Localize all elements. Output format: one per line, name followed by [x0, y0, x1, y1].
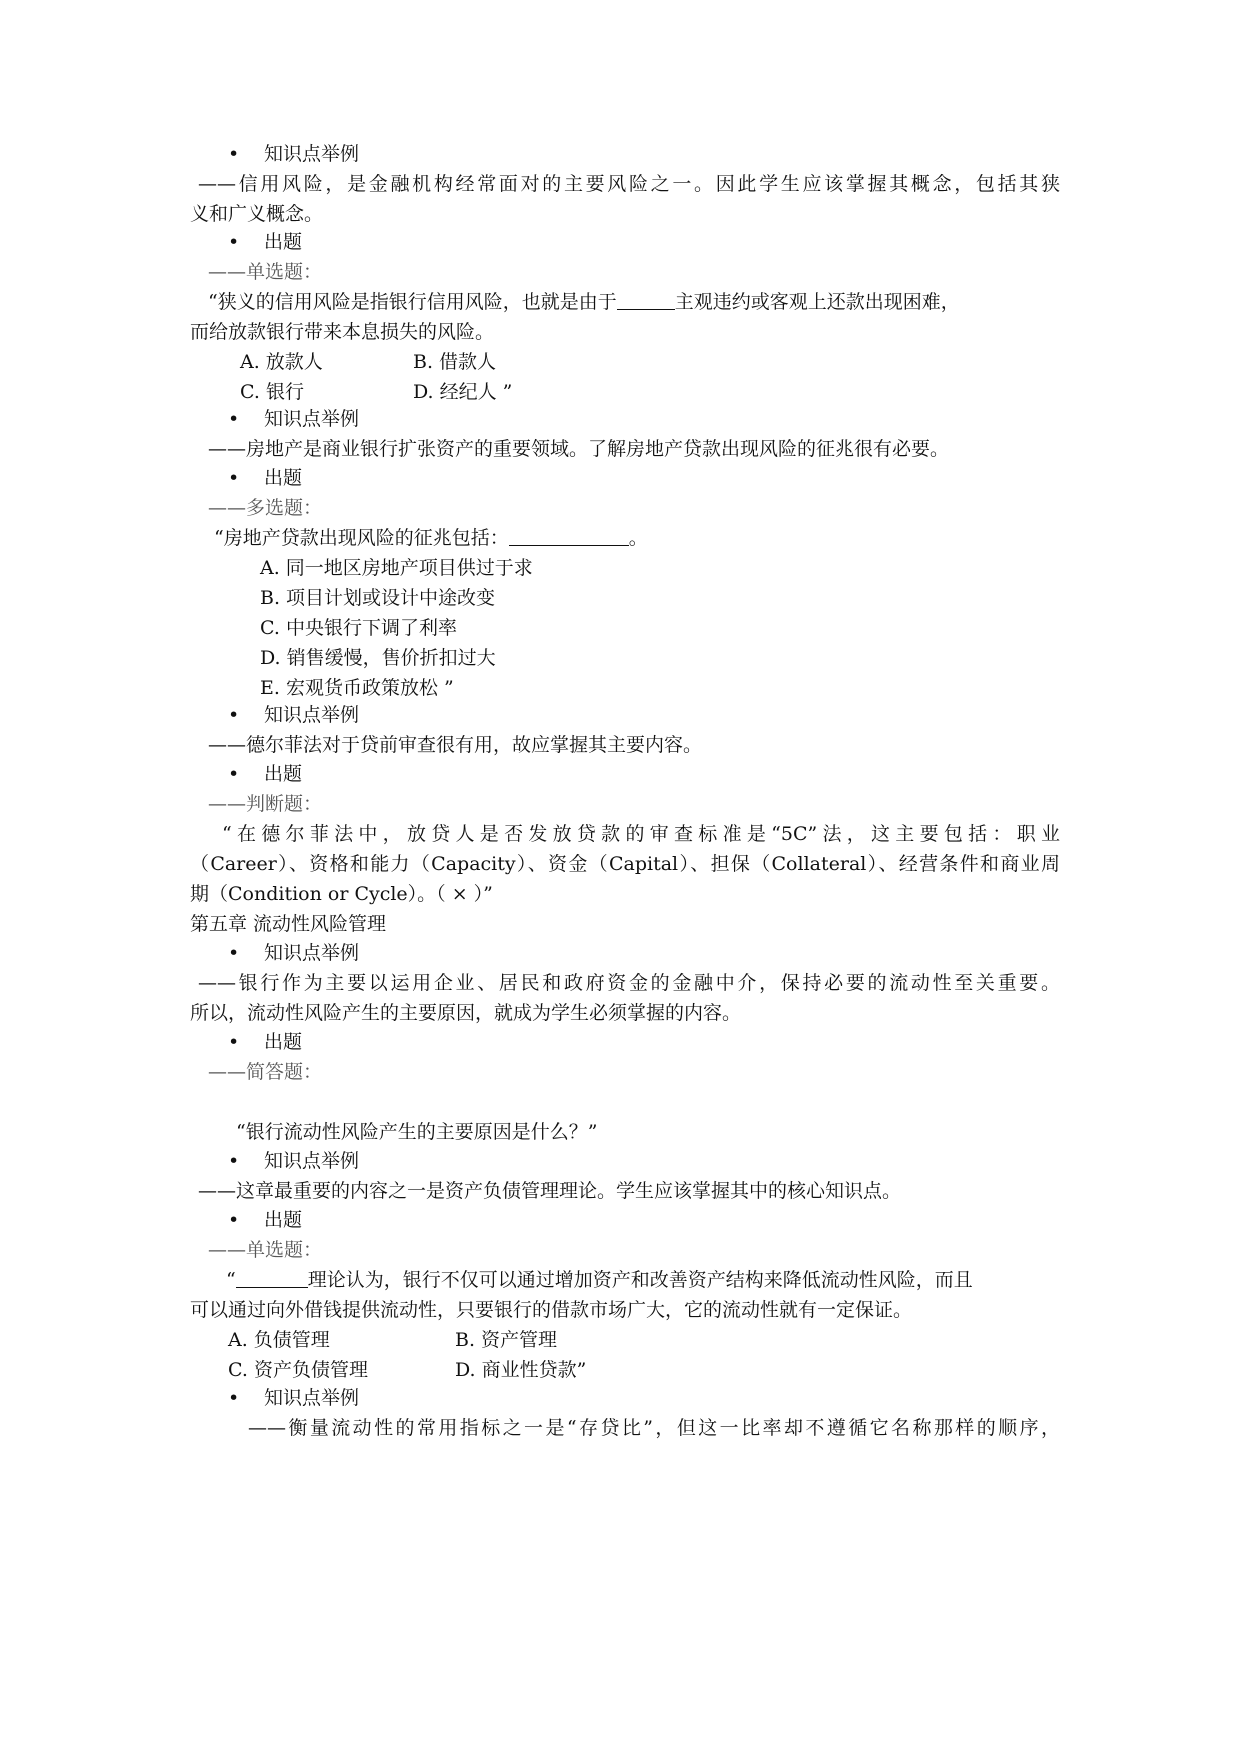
- bullet-icon: •: [228, 1387, 240, 1409]
- chapter-title: 第五章 流动性风险管理: [190, 913, 387, 935]
- answer-blank: [509, 525, 629, 546]
- section-heading: 知识点举例: [264, 1387, 360, 1409]
- option-d: D. 经纪人 ”: [413, 381, 513, 403]
- section-heading: 知识点举例: [264, 408, 360, 430]
- section-heading: 出题: [264, 467, 303, 489]
- section-heading: 知识点举例: [264, 1150, 360, 1172]
- paragraph-line: ——衡量流动性的常用指标之一是“存贷比”，但这一比率却不遵循它名称那样的顺序，: [248, 1417, 1060, 1439]
- question-text: 主观违约或客观上还款出现困难，: [674, 291, 960, 313]
- option-b: B. 资产管理: [455, 1329, 558, 1351]
- option-c: C. 银行: [240, 381, 304, 403]
- answer-blank: [617, 289, 675, 310]
- question-text: “: [226, 1269, 236, 1291]
- option-e: E. 宏观货币政策放松 ”: [260, 677, 454, 699]
- question-text: 。: [628, 527, 648, 549]
- section-heading: 出题: [264, 763, 303, 785]
- bullet-icon: •: [228, 467, 240, 489]
- question-line: “银行流动性风险产生的主要原因是什么？”: [236, 1121, 598, 1143]
- section-heading: 出题: [264, 1209, 303, 1231]
- bullet-icon: •: [228, 704, 240, 726]
- paragraph-line: ——房地产是商业银行扩张资产的重要领域。了解房地产贷款出现风险的征兆很有必要。: [208, 438, 950, 460]
- paragraph-line: ——银行作为主要以运用企业、居民和政府资金的金融中介，保持必要的流动性至关重要。: [198, 972, 1060, 994]
- bullet-icon: •: [228, 1150, 240, 1172]
- bullet-icon: •: [228, 763, 240, 785]
- question-type: ——单选题：: [208, 261, 323, 283]
- option-a: A. 放款人: [240, 351, 323, 373]
- question-type: ——判断题：: [208, 793, 323, 815]
- question-line: 可以通过向外借钱提供流动性，只要银行的借款市场广大，它的流动性就有一定保证。: [190, 1299, 913, 1321]
- question-line: [208, 286, 1078, 318]
- question-text: “房地产贷款出现风险的征兆包括：: [214, 527, 509, 549]
- section-heading: 知识点举例: [264, 942, 360, 964]
- question-type: ——多选题：: [208, 497, 323, 519]
- option-d: D. 销售缓慢，售价折扣过大: [260, 647, 496, 669]
- option-b: B. 借款人: [413, 351, 497, 373]
- question-line: [214, 522, 1084, 554]
- option-c: C. 中央银行下调了利率: [260, 617, 457, 639]
- option-b: B. 项目计划或设计中途改变: [260, 587, 496, 609]
- bullet-icon: •: [228, 1031, 240, 1053]
- option-c: C. 资产负债管理: [228, 1359, 368, 1381]
- answer-blank: [236, 1267, 308, 1288]
- paragraph-line: 义和广义概念。: [190, 203, 324, 225]
- question-text: “狭义的信用风险是指银行信用风险，也就是由于: [208, 291, 617, 313]
- option-a: A. 同一地区房地产项目供过于求: [260, 557, 533, 579]
- question-line: 而给放款银行带来本息损失的风险。: [190, 321, 495, 343]
- section-heading: 知识点举例: [264, 704, 360, 726]
- bullet-icon: •: [228, 143, 240, 165]
- paragraph-line: 所以，流动性风险产生的主要原因，就成为学生必须掌握的内容。: [190, 1002, 742, 1024]
- bullet-icon: •: [228, 231, 240, 253]
- question-type: ——单选题：: [208, 1239, 323, 1261]
- bullet-icon: •: [228, 942, 240, 964]
- paragraph-line: ——这章最重要的内容之一是资产负债管理理论。学生应该掌握其中的核心知识点。: [198, 1180, 902, 1202]
- section-heading: 出题: [264, 231, 303, 253]
- option-a: A. 负债管理: [228, 1329, 330, 1351]
- paragraph-line: ——德尔菲法对于贷前审查很有用，故应掌握其主要内容。: [208, 734, 703, 756]
- question-line: “在德尔菲法中，放贷人是否发放贷款的审查标准是“5C”法，这主要包括：职业: [222, 823, 1060, 845]
- paragraph-line: ——信用风险，是金融机构经常面对的主要风险之一。因此学生应该掌握其概念，包括其狭: [198, 173, 1060, 195]
- question-type: ——简答题：: [208, 1061, 323, 1083]
- question-text: 理论认为，银行不仅可以通过增加资产和改善资产结构来降低流动性风险，而且: [307, 1269, 973, 1291]
- option-d: D. 商业性贷款”: [455, 1359, 587, 1381]
- question-line: [226, 1264, 1096, 1296]
- section-heading: 出题: [264, 1031, 303, 1053]
- question-line: （Career）、资格和能力（Capacity）、资金（Capital）、担保（Collateral）、经营条件和商业周: [190, 853, 1060, 875]
- question-line: 期（Condition or Cycle）。（ × ）”: [190, 883, 493, 905]
- bullet-icon: •: [228, 1209, 240, 1231]
- bullet-icon: •: [228, 408, 240, 430]
- section-heading: 知识点举例: [264, 143, 360, 165]
